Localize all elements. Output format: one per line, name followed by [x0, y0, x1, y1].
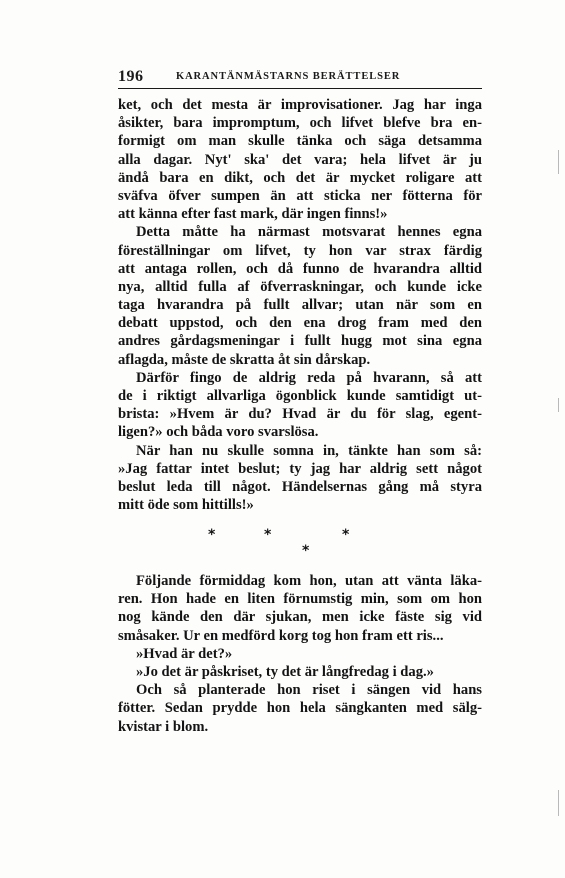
- text-line: formigt om man skulle tänka och säga detsamma: [118, 133, 482, 150]
- text-line: ren. Hon hade en liten förnumstig min, som om hon: [118, 591, 482, 608]
- text-line: nog kände den där sjukan, men icke fäste sig vid: [118, 609, 482, 626]
- text-line: ligen?» och båda voro svarslösa.: [118, 424, 319, 441]
- asterisk-ornament: *: [302, 543, 310, 559]
- text-line: ändå bara en dikt, och det är mycket roligare att: [118, 169, 482, 186]
- text-line: de i riktigt allvarliga ögonblick kunde samtidigt ut-: [118, 388, 482, 404]
- text-line: beslut leda till något. Händelsernas gång må styra: [118, 478, 482, 495]
- paragraph-start-line: Och så planterade hon riset i sängen vid hans: [136, 682, 482, 699]
- text-line: att antaga rollen, och då funno de hvarandra alltid: [118, 260, 482, 277]
- text-section-2: [118, 572, 482, 736]
- paragraph-start-line: Följande förmiddag kom hon, utan att vänta läka-: [136, 573, 482, 589]
- scan-edge-mark: [558, 790, 559, 816]
- text-line: taga hvarandra på fullt allvar; utan när som en: [118, 297, 482, 314]
- paragraph-start-line: Detta måtte ha närmast motsvarat hennes egna: [136, 224, 482, 241]
- scan-edge-mark: [558, 150, 559, 174]
- paragraph-start-line: När han nu skulle somna in, tänkte han som så:: [136, 442, 482, 459]
- header-rule: [118, 88, 482, 89]
- text-line: aflagda, måste de skratta åt sin dårskap.: [118, 351, 371, 368]
- running-head-title: KARANTÄNMÄSTARNS BERÄTTELSER: [176, 71, 401, 82]
- text-line: åsikter, bara impromptum, och lifvet blefve bra en-: [118, 115, 482, 132]
- text-line: andres gårdagsmeningar i fullt hugg mot sina egna: [118, 333, 482, 350]
- running-head: [118, 66, 482, 88]
- text-section-1: [118, 96, 482, 514]
- dialogue-line: »Hvad är det?»: [136, 645, 233, 662]
- text-line: nya, alltid fulla af öfverraskningar, och kunde icke: [118, 278, 482, 295]
- text-line: fötter. Sedan prydde hon hela sängkanten med sälg-: [118, 700, 482, 717]
- text-line: alla dagar. Nyt' ska' det vara; hela lifvet är ju: [118, 151, 482, 168]
- asterisk-ornament: *: [208, 527, 216, 543]
- text-line: mitt öde som hittills!»: [118, 497, 254, 514]
- text-line: föreställningar om lifvet, ty hon var strax färdig: [118, 242, 482, 259]
- text-line: brista: »Hvem är du? Hvad är du för slag, egent-: [118, 406, 482, 423]
- text-line: kvistar i blom.: [118, 718, 209, 735]
- text-line: småsaker. Ur en medförd korg tog hon fram ett ris...: [118, 627, 444, 644]
- scan-edge-mark: [558, 398, 559, 412]
- text-line: debatt uppstod, och den ena drog fram med den: [118, 315, 482, 332]
- text-line: sväfva öfver sumpen än att sticka ner fötterna för: [118, 187, 482, 204]
- asterisk-ornament: *: [264, 527, 272, 543]
- text-line: att känna efter fast mark, där ingen finns!»: [118, 206, 388, 223]
- text-line: ket, och det mesta är improvisationer. Jag har inga: [118, 97, 482, 113]
- page-number: 196: [118, 68, 144, 85]
- paragraph-start-line: Därför fingo de aldrig reda på hvarann, så att: [136, 369, 482, 386]
- text-line: »Jag fattar intet beslut; ty jag har aldrig sett något: [118, 460, 482, 477]
- dialogue-line: »Jo det är påskriset, ty det är långfredag i dag.»: [136, 663, 434, 680]
- section-break-asterism: [118, 528, 482, 558]
- asterisk-ornament: *: [342, 527, 350, 543]
